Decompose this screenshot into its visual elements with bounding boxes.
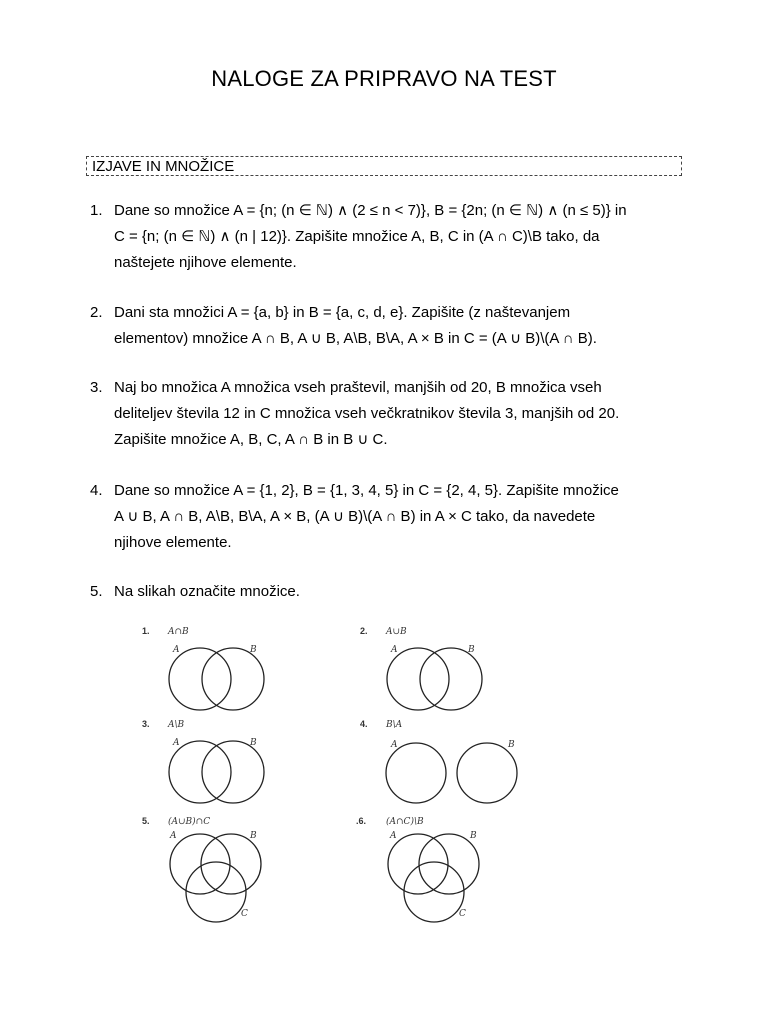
- task-line: Dane so množice A = {n; (n ∈ ℕ) ∧ (2 ≤ n < 7)}, B = {2n; (n ∈ ℕ) ∧ (n ≤ 5)} in: [114, 202, 627, 219]
- set-circle-a: [386, 743, 446, 803]
- venn-diagram-6: [354, 812, 514, 928]
- task-4: [90, 478, 690, 556]
- task-line: elementov) množice A ∩ B, A ∪ B, A\B, B\A, A × B in C = (A ∪ B)\(A ∩ B).: [114, 330, 597, 347]
- diagram-expression: (A∩C)\B: [386, 817, 424, 827]
- venn-diagram-2: [358, 622, 518, 712]
- venn-diagram-3: [140, 715, 300, 805]
- task-line: Dani sta množici A = {a, b} in B = {a, c, d, e}. Zapišite (z naštevanjem: [114, 304, 571, 321]
- set-label-c: C: [241, 909, 248, 919]
- set-circle-b: [419, 834, 479, 894]
- task-1: [90, 198, 690, 276]
- set-circle-a: [387, 648, 449, 710]
- set-circle-b: [202, 741, 264, 803]
- task-line: naštejete njihove elemente.: [114, 254, 297, 271]
- set-circle-b: [457, 743, 517, 803]
- set-label-a: A: [170, 831, 177, 841]
- diagram-number: 1.: [142, 626, 150, 636]
- set-label-b: B: [468, 645, 475, 655]
- set-circle-a: [388, 834, 448, 894]
- set-label-a: A: [173, 738, 180, 748]
- set-circle-b: [420, 648, 482, 710]
- diagram-number: 2.: [360, 626, 368, 636]
- diagram-expression: A\B: [168, 720, 185, 730]
- set-label-a: A: [391, 740, 398, 750]
- task-number: 5.: [90, 583, 103, 600]
- section-heading: [86, 156, 682, 176]
- task-5: [90, 579, 690, 605]
- set-label-a: A: [391, 645, 398, 655]
- diagram-expression: A∩B: [168, 627, 189, 637]
- task-line: Naj bo množica A množica vseh praštevil, manjših od 20, B množica vseh: [114, 379, 602, 396]
- task-line: A ∪ B, A ∩ B, A\B, B\A, A × B, (A ∪ B)\(A ∩ B) in A × C tako, da navedete: [114, 508, 596, 525]
- task-line: Na slikah označite množice.: [114, 583, 300, 600]
- diagram-number: 3.: [142, 719, 150, 729]
- diagram-expression: (A∪B)∩C: [168, 817, 211, 827]
- set-circle-b: [202, 648, 264, 710]
- set-label-b: B: [250, 645, 257, 655]
- set-circle-b: [201, 834, 261, 894]
- task-line: Zapišite množice A, B, C, A ∩ B in B ∪ C.: [114, 431, 388, 448]
- diagram-number: .6.: [356, 816, 367, 826]
- venn-diagram-5: [140, 812, 300, 928]
- section-heading-label: IZJAVE IN MNOŽICE: [92, 158, 235, 175]
- set-label-b: B: [250, 738, 257, 748]
- task-3: [90, 375, 690, 453]
- set-circle-c: [186, 862, 246, 922]
- set-circle-a: [169, 741, 231, 803]
- set-circle-a: [170, 834, 230, 894]
- task-line: njihove elemente.: [114, 534, 232, 551]
- page-title: NALOGE ZA PRIPRAVO NA TEST: [211, 66, 557, 91]
- set-label-a: A: [390, 831, 397, 841]
- task-line: Dane so množice A = {1, 2}, B = {1, 3, 4, 5} in C = {2, 4, 5}. Zapišite množice: [114, 482, 619, 499]
- set-label-b: B: [250, 831, 257, 841]
- set-label-a: A: [173, 645, 180, 655]
- task-line: deliteljev števila 12 in C množica vseh večkratnikov števila 3, manjših od 20.: [114, 405, 620, 422]
- task-number: 2.: [90, 304, 103, 321]
- diagram-number: 4.: [360, 719, 368, 729]
- set-label-c: C: [459, 909, 466, 919]
- set-label-b: B: [470, 831, 477, 841]
- set-circle-a: [169, 648, 231, 710]
- task-number: 1.: [90, 202, 103, 219]
- diagram-expression: B\A: [386, 720, 403, 730]
- set-label-b: B: [508, 740, 515, 750]
- set-circle-c: [404, 862, 464, 922]
- task-number: 3.: [90, 379, 103, 396]
- task-2: [90, 300, 690, 352]
- task-number: 4.: [90, 482, 103, 499]
- task-line: C = {n; (n ∈ ℕ) ∧ (n | 12)}. Zapišite množice A, B, C in (A ∩ C)\B tako, da: [114, 228, 600, 245]
- diagram-expression: A∪B: [386, 627, 407, 637]
- venn-diagram-4: [358, 715, 528, 805]
- venn-diagram-1: [140, 622, 300, 712]
- diagram-number: 5.: [142, 816, 150, 826]
